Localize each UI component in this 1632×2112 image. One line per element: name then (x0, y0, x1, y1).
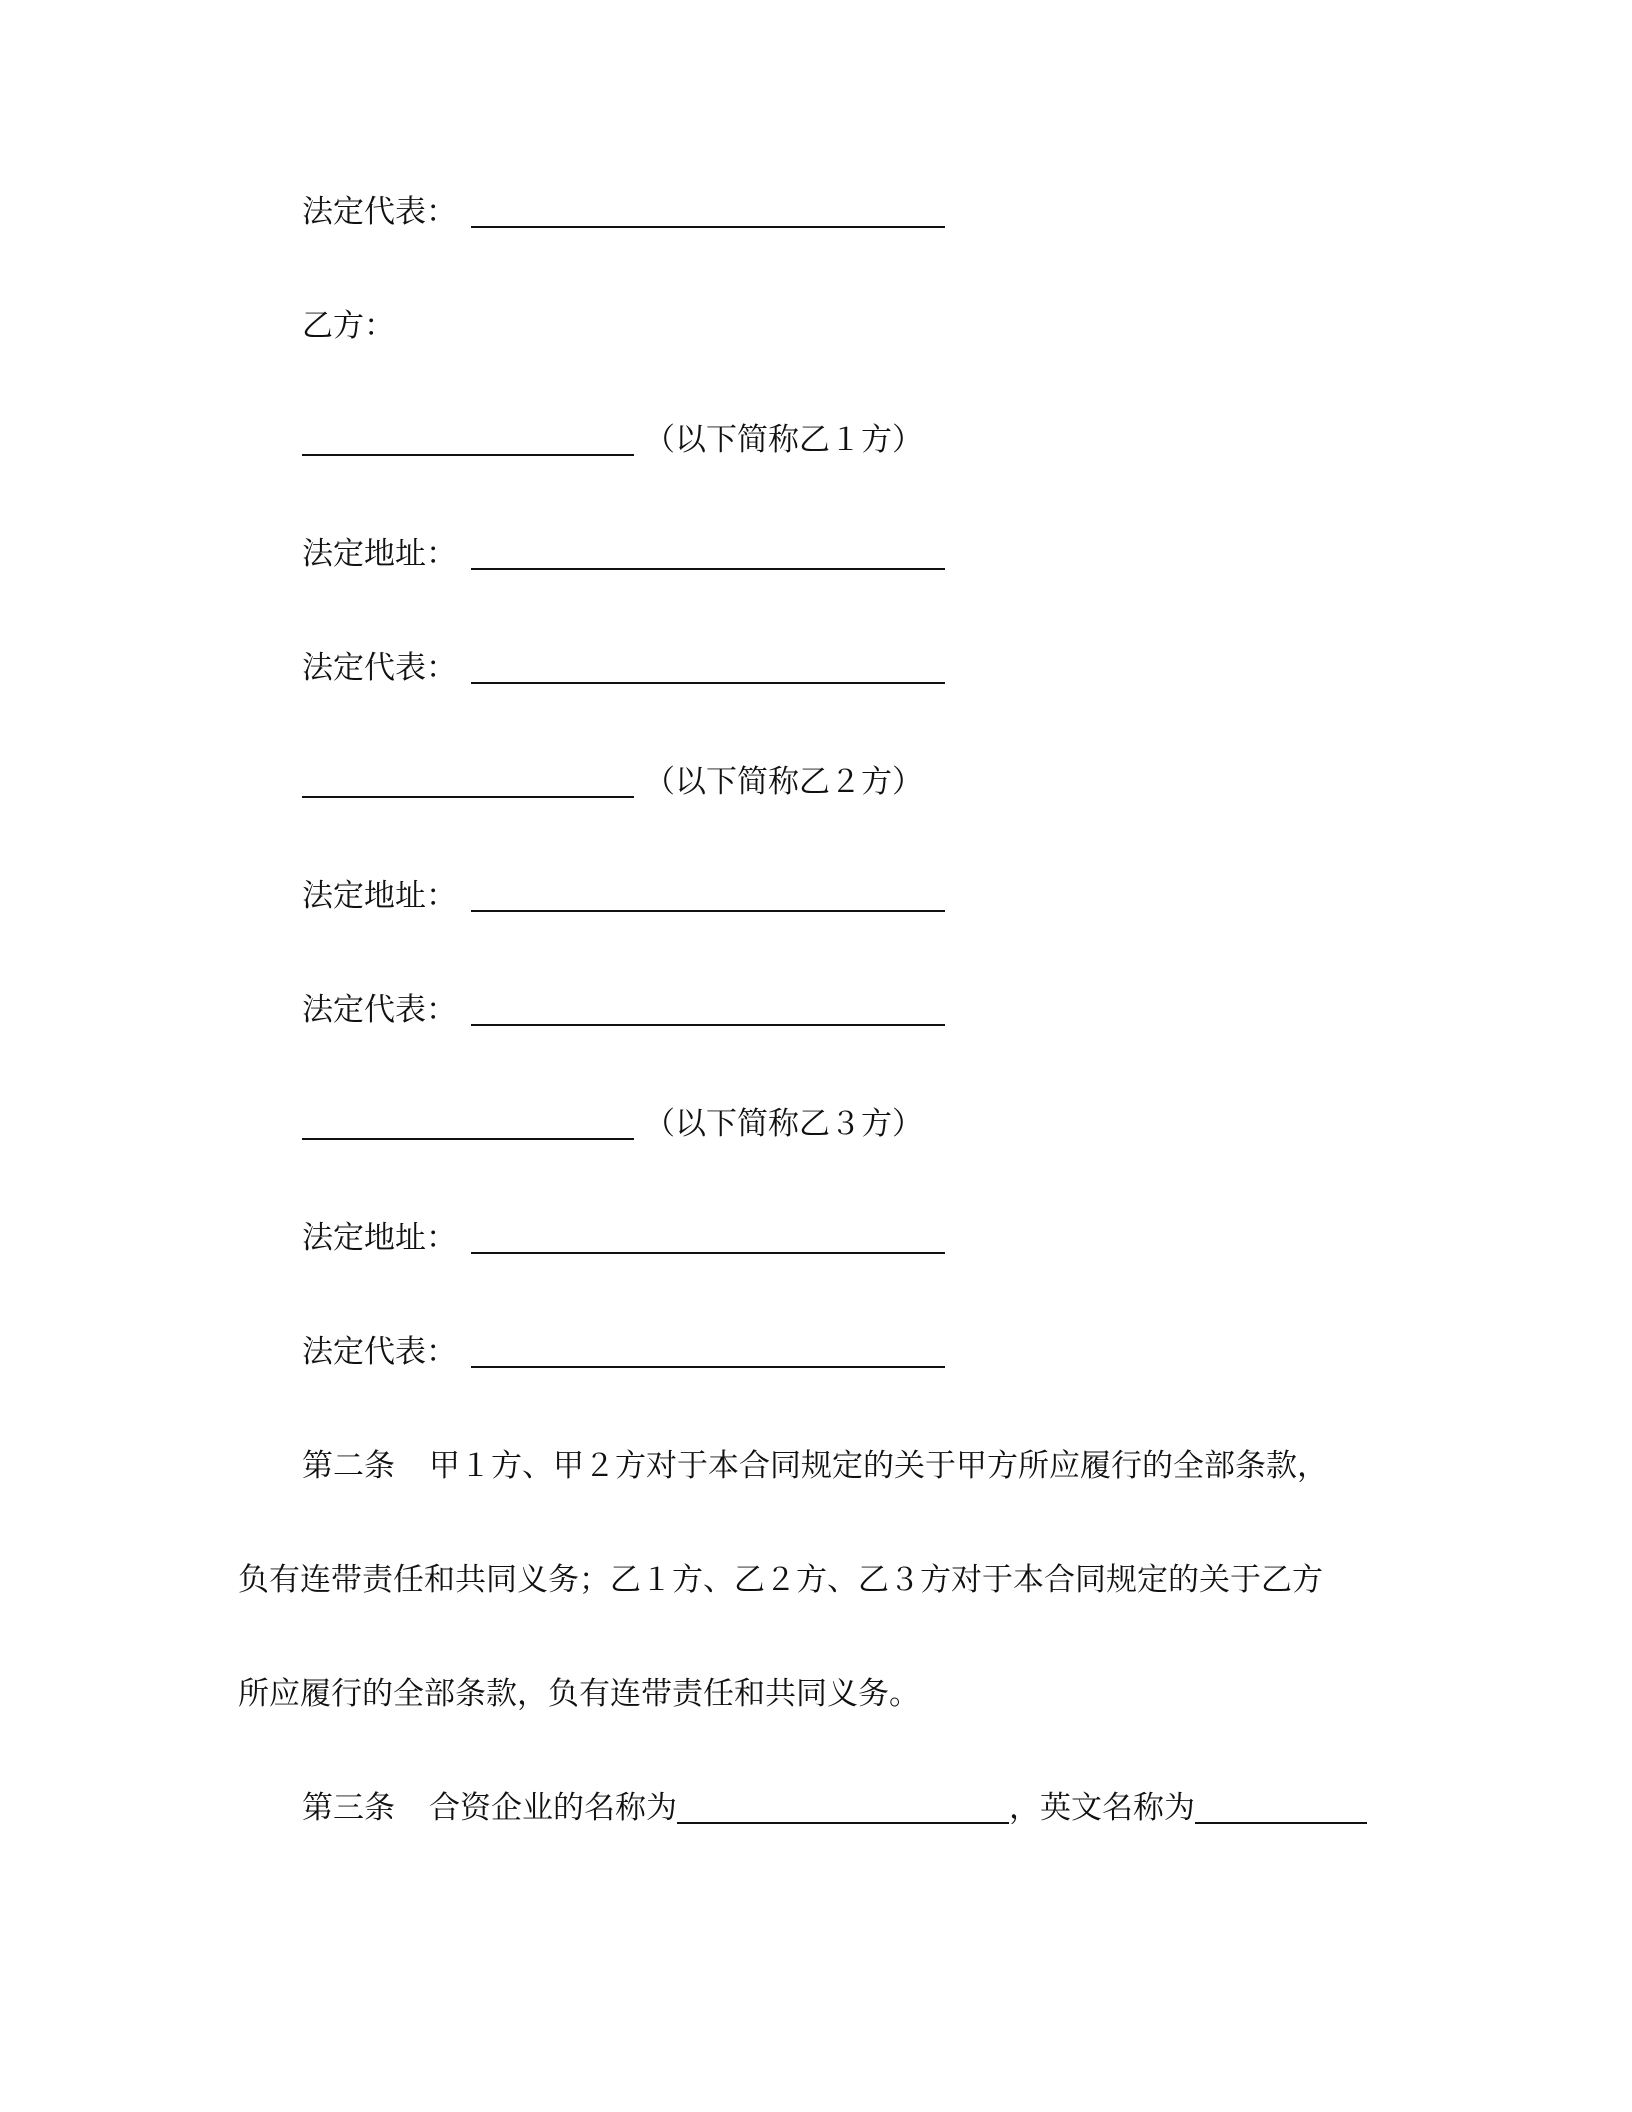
blank-field-underline[interactable] (302, 424, 634, 456)
field-colon: ： (426, 992, 457, 1028)
blank-field-underline[interactable] (471, 196, 945, 228)
blank-field-underline[interactable] (471, 538, 945, 570)
field-label: 法定代表 (302, 194, 426, 230)
article-2-line-1 (302, 1446, 1328, 1486)
article-3-text-b: ，英文名称为 (1009, 1790, 1195, 1826)
blank-field-underline[interactable] (471, 1336, 945, 1368)
field-label: 法定代表 (302, 992, 426, 1028)
article-2-line-3 (238, 1674, 920, 1714)
article-2-text-1: 甲１方、甲２方对于本合同规定的关于甲方所应履行的全部条款， (429, 1448, 1328, 1484)
article-3-text-a: 合资企业的名称为 (429, 1790, 677, 1826)
party-b-heading (302, 306, 395, 346)
article-2-number: 第二条 (302, 1448, 395, 1484)
field-colon: ： (426, 194, 457, 230)
blank-field-underline[interactable] (302, 1108, 634, 1140)
field-legal-representative-b3 (302, 1332, 945, 1372)
alias-b2: （以下简称乙２方） (644, 764, 923, 800)
article-2-line-2 (238, 1560, 1323, 1600)
alias-b1: （以下简称乙１方） (644, 422, 923, 458)
blank-field-underline[interactable] (302, 766, 634, 798)
party-b1-name-line (302, 420, 923, 460)
blank-field-underline[interactable] (1195, 1792, 1367, 1824)
field-label: 法定地址 (302, 536, 426, 572)
field-legal-address-b1 (302, 534, 945, 574)
blank-field-underline[interactable] (471, 880, 945, 912)
field-label: 法定代表 (302, 650, 426, 686)
field-legal-representative-b2 (302, 990, 945, 1030)
field-label: 法定地址 (302, 1220, 426, 1256)
field-colon: ： (426, 878, 457, 914)
field-colon: ： (426, 1334, 457, 1370)
field-legal-representative-top (302, 192, 945, 232)
field-colon: ： (426, 1220, 457, 1256)
field-colon: ： (426, 536, 457, 572)
party-b-heading-text: 乙方： (302, 308, 395, 344)
blank-field-underline[interactable] (677, 1792, 1009, 1824)
blank-field-underline[interactable] (471, 994, 945, 1026)
field-label: 法定代表 (302, 1334, 426, 1370)
field-legal-address-b2 (302, 876, 945, 916)
party-b3-name-line (302, 1104, 923, 1144)
party-b2-name-line (302, 762, 923, 802)
article-2-text-3: 所应履行的全部条款，负有连带责任和共同义务。 (238, 1676, 920, 1712)
alias-b3: （以下简称乙３方） (644, 1106, 923, 1142)
blank-field-underline[interactable] (471, 1222, 945, 1254)
article-2-text-2: 负有连带责任和共同义务；乙１方、乙２方、乙３方对于本合同规定的关于乙方 (238, 1562, 1323, 1598)
blank-field-underline[interactable] (471, 652, 945, 684)
field-legal-address-b3 (302, 1218, 945, 1258)
article-3-number: 第三条 (302, 1790, 395, 1826)
article-3-line-1 (302, 1788, 1367, 1828)
field-legal-representative-b1 (302, 648, 945, 688)
field-colon: ： (426, 650, 457, 686)
field-label: 法定地址 (302, 878, 426, 914)
